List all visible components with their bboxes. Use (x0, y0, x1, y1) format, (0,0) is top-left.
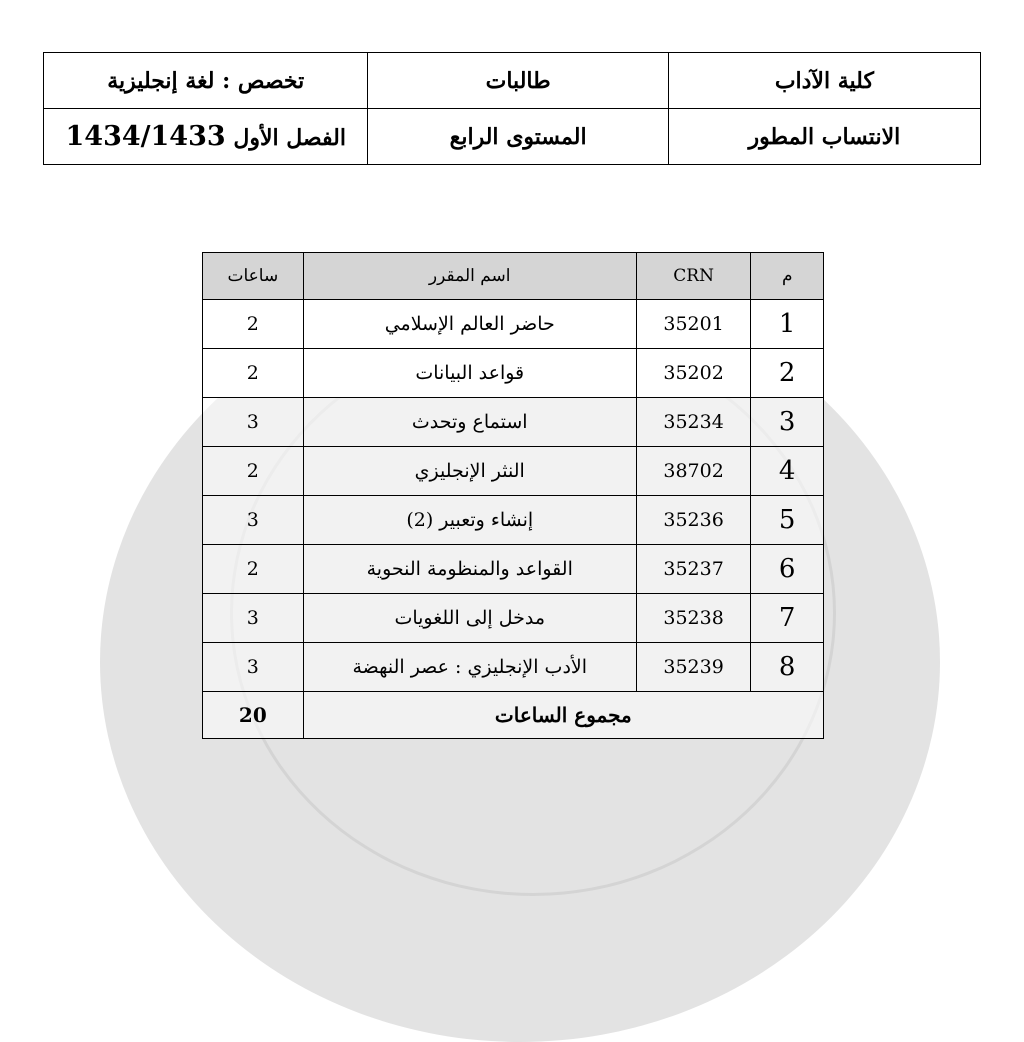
semester-year: 1434/1433 (65, 121, 226, 152)
courses-header-row (203, 253, 824, 300)
course-crn: 38702 (636, 447, 751, 496)
course-name: النثر الإنجليزي (303, 447, 636, 496)
table-row (203, 643, 824, 692)
column-header-hours: ساعات (203, 253, 304, 300)
course-name: قواعد البيانات (303, 349, 636, 398)
course-crn: 35236 (636, 496, 751, 545)
course-number: 4 (751, 447, 824, 496)
college-name: كلية الآداب (668, 53, 980, 109)
course-hours: 3 (203, 643, 304, 692)
table-row (203, 349, 824, 398)
program-info-row-1 (44, 53, 981, 109)
course-hours: 2 (203, 349, 304, 398)
table-row (203, 545, 824, 594)
column-header-number: م (751, 253, 824, 300)
course-number: 1 (751, 300, 824, 349)
course-crn: 35237 (636, 545, 751, 594)
course-number: 2 (751, 349, 824, 398)
program-type: الانتساب المطور (668, 109, 980, 165)
course-crn: 35202 (636, 349, 751, 398)
courses-table (202, 252, 824, 739)
course-name: الأدب الإنجليزي : عصر النهضة (303, 643, 636, 692)
course-name: استماع وتحدث (303, 398, 636, 447)
course-crn: 35239 (636, 643, 751, 692)
semester-label: الفصل الأول (233, 125, 346, 151)
column-header-course-name: اسم المقرر (303, 253, 636, 300)
total-row (203, 692, 824, 739)
column-header-crn: CRN (636, 253, 751, 300)
course-number: 5 (751, 496, 824, 545)
course-number: 3 (751, 398, 824, 447)
table-row (203, 594, 824, 643)
course-hours: 2 (203, 300, 304, 349)
course-name: إنشاء وتعبير (2) (303, 496, 636, 545)
table-row (203, 447, 824, 496)
course-hours: 2 (203, 545, 304, 594)
major-label: تخصص : لغة إنجليزية (44, 53, 368, 109)
course-number: 8 (751, 643, 824, 692)
table-row (203, 496, 824, 545)
course-hours: 3 (203, 594, 304, 643)
course-number: 6 (751, 545, 824, 594)
table-row (203, 300, 824, 349)
course-name: حاضر العالم الإسلامي (303, 300, 636, 349)
course-number: 7 (751, 594, 824, 643)
course-hours: 3 (203, 398, 304, 447)
program-info-table (43, 52, 981, 165)
course-name: مدخل إلى اللغويات (303, 594, 636, 643)
course-crn: 35234 (636, 398, 751, 447)
total-hours-value: 20 (203, 692, 304, 739)
table-row (203, 398, 824, 447)
course-crn: 35201 (636, 300, 751, 349)
program-info-row-2 (44, 109, 981, 165)
study-level: المستوى الرابع (368, 109, 668, 165)
total-hours-label: مجموع الساعات (303, 692, 823, 739)
course-crn: 35238 (636, 594, 751, 643)
course-hours: 3 (203, 496, 304, 545)
semester-cell (44, 109, 368, 165)
course-name: القواعد والمنظومة النحوية (303, 545, 636, 594)
course-hours: 2 (203, 447, 304, 496)
student-group: طالبات (368, 53, 668, 109)
